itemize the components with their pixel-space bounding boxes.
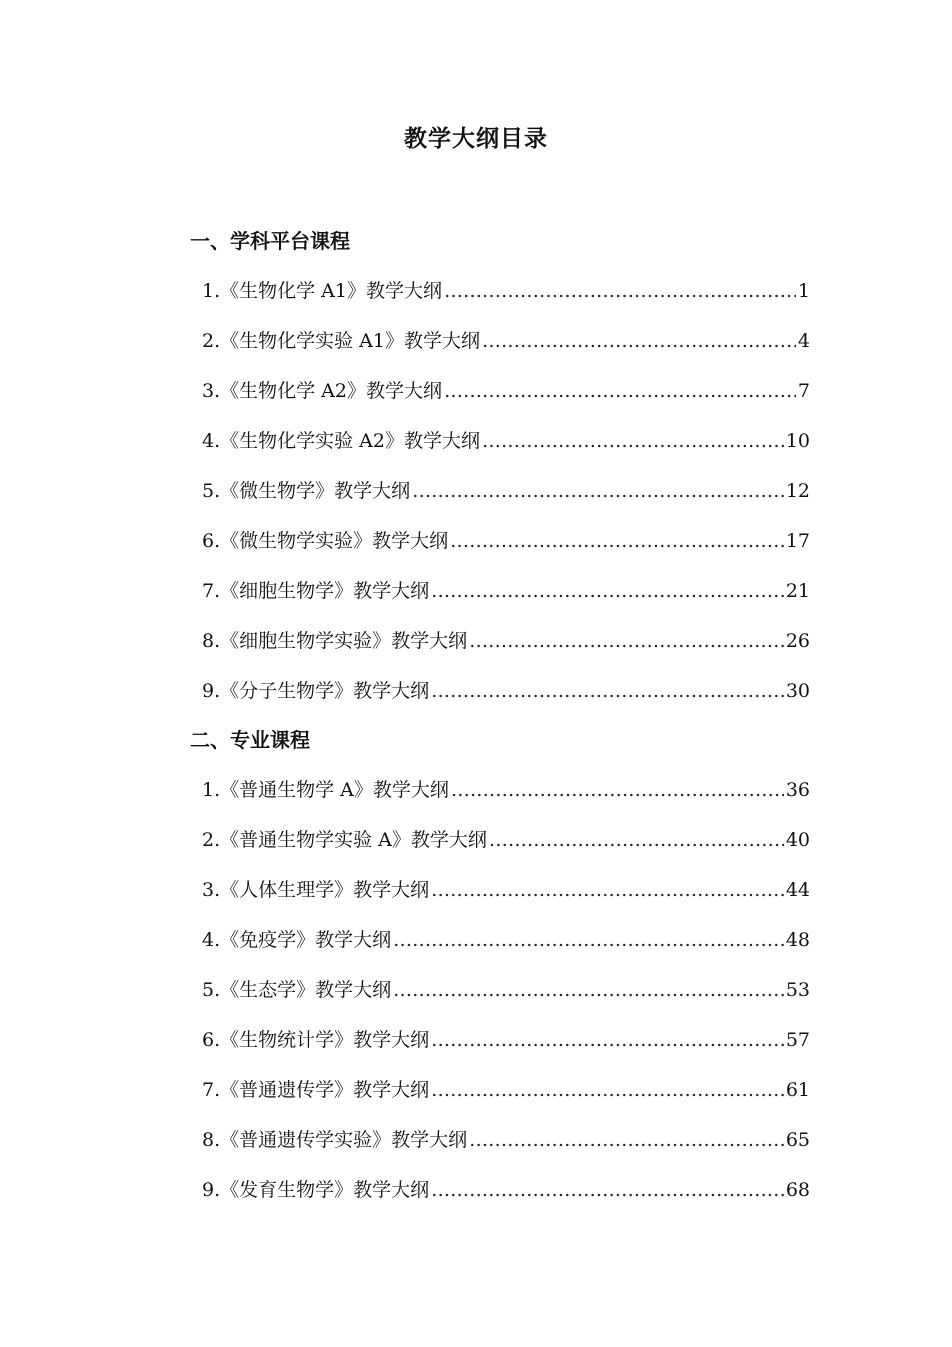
toc-dot-leader xyxy=(469,1126,784,1154)
toc-dot-leader xyxy=(482,427,784,455)
toc-entry-number: 1. xyxy=(202,280,221,302)
section-heading: 二、专业课程 xyxy=(190,728,310,752)
toc-entry-page-number: 10 xyxy=(785,430,810,452)
toc-dot-leader xyxy=(431,1176,784,1204)
toc-entry-page-number: 30 xyxy=(785,680,810,702)
toc-entry[interactable] xyxy=(190,976,810,1026)
toc-dot-leader xyxy=(451,776,784,804)
toc-entry-number: 8. xyxy=(202,630,221,652)
section-heading: 一、学科平台课程 xyxy=(190,229,350,253)
toc-entry-number: 9. xyxy=(202,1179,221,1201)
toc-entry-page-number: 36 xyxy=(785,779,810,801)
toc-entry-number: 6. xyxy=(202,530,221,552)
section-major-courses xyxy=(190,726,810,1226)
toc-entry-title: 《细胞生物学》教学大纲 xyxy=(220,580,430,602)
toc-entry-title: 《免疫学》教学大纲 xyxy=(220,929,392,951)
toc-entry-number: 5. xyxy=(202,480,221,502)
toc-entry-page-number: 57 xyxy=(785,1029,810,1051)
toc-entry-title: 《微生物学》教学大纲 xyxy=(220,480,411,502)
toc-entry-page-number: 1 xyxy=(797,280,810,302)
toc-entry[interactable] xyxy=(190,427,810,477)
toc-entry-number: 7. xyxy=(202,580,221,602)
toc-entry[interactable] xyxy=(190,477,810,527)
toc-entry-title: 《普通生物学实验 A》教学大纲 xyxy=(220,829,487,851)
toc-entry-title: 《人体生理学》教学大纲 xyxy=(220,879,430,901)
toc-entry-page-number: 65 xyxy=(785,1129,810,1151)
toc-entry-title: 《普通遗传学实验》教学大纲 xyxy=(220,1129,468,1151)
toc-dot-leader xyxy=(489,826,784,854)
toc-entry-title: 《细胞生物学实验》教学大纲 xyxy=(220,630,468,652)
toc-entry-page-number: 48 xyxy=(785,929,810,951)
toc-entry-page-number: 68 xyxy=(785,1179,810,1201)
toc-entry-page-number: 12 xyxy=(785,480,810,502)
toc-entry[interactable] xyxy=(190,826,810,876)
toc-dot-leader xyxy=(431,677,784,705)
toc-entry-title: 《普通生物学 A》教学大纲 xyxy=(220,779,449,801)
toc-entry-title: 《生物化学实验 A2》教学大纲 xyxy=(220,430,480,452)
toc-dot-leader xyxy=(431,1076,784,1104)
toc-entry[interactable] xyxy=(190,776,810,826)
toc-entry-title: 《分子生物学》教学大纲 xyxy=(220,680,430,702)
toc-entry-title: 《普通遗传学》教学大纲 xyxy=(220,1079,430,1101)
toc-entry-number: 5. xyxy=(202,979,221,1001)
toc-entry-title: 《生物统计学》教学大纲 xyxy=(220,1029,430,1051)
toc-entry-number: 2. xyxy=(202,829,221,851)
toc-entry-page-number: 21 xyxy=(785,580,810,602)
toc-entry-number: 1. xyxy=(202,779,221,801)
toc-entry[interactable] xyxy=(190,926,810,976)
toc-entry-page-number: 44 xyxy=(785,879,810,901)
toc-entry-title: 《微生物学实验》教学大纲 xyxy=(220,530,449,552)
toc-entry-title: 《生物化学 A1》教学大纲 xyxy=(220,280,442,302)
toc-entry-title: 《生态学》教学大纲 xyxy=(220,979,392,1001)
toc-entry[interactable] xyxy=(190,277,810,327)
toc-entry[interactable] xyxy=(190,876,810,926)
toc-entry-number: 4. xyxy=(202,929,221,951)
toc-dot-leader xyxy=(482,327,796,355)
document-title: 教学大纲目录 xyxy=(404,126,548,152)
toc-entry[interactable] xyxy=(190,627,810,677)
toc-list xyxy=(190,776,810,1226)
toc-entry-page-number: 7 xyxy=(797,380,810,402)
toc-entry-number: 8. xyxy=(202,1129,221,1151)
toc-entry-number: 9. xyxy=(202,680,221,702)
toc-dot-leader xyxy=(444,277,796,305)
toc-entry-title: 《发育生物学》教学大纲 xyxy=(220,1179,430,1201)
toc-entry-page-number: 26 xyxy=(785,630,810,652)
toc-dot-leader xyxy=(450,527,784,555)
toc-entry[interactable] xyxy=(190,327,810,377)
toc-entry[interactable] xyxy=(190,527,810,577)
toc-dot-leader xyxy=(431,577,784,605)
toc-entry[interactable] xyxy=(190,1126,810,1176)
toc-entry-number: 6. xyxy=(202,1029,221,1051)
toc-list xyxy=(190,277,810,727)
toc-dot-leader xyxy=(393,976,784,1004)
toc-entry-number: 2. xyxy=(202,330,221,352)
toc-entry[interactable] xyxy=(190,577,810,627)
toc-entry[interactable] xyxy=(190,1076,810,1126)
toc-entry-title: 《生物化学实验 A1》教学大纲 xyxy=(220,330,480,352)
toc-dot-leader xyxy=(431,1026,784,1054)
toc-entry-number: 7. xyxy=(202,1079,221,1101)
toc-entry[interactable] xyxy=(190,377,810,427)
toc-entry-title: 《生物化学 A2》教学大纲 xyxy=(220,380,442,402)
toc-dot-leader xyxy=(393,926,784,954)
toc-entry-number: 3. xyxy=(202,380,221,402)
toc-dot-leader xyxy=(431,876,784,904)
toc-entry[interactable] xyxy=(190,1026,810,1076)
toc-dot-leader xyxy=(412,477,784,505)
toc-entry[interactable] xyxy=(190,1176,810,1226)
toc-entry-page-number: 53 xyxy=(785,979,810,1001)
toc-entry-page-number: 4 xyxy=(797,330,810,352)
toc-dot-leader xyxy=(469,627,784,655)
section-platform-courses xyxy=(190,227,810,727)
toc-entry-page-number: 17 xyxy=(785,530,810,552)
toc-entry[interactable] xyxy=(190,677,810,727)
toc-entry-number: 3. xyxy=(202,879,221,901)
toc-entry-page-number: 40 xyxy=(785,829,810,851)
toc-dot-leader xyxy=(444,377,796,405)
toc-entry-number: 4. xyxy=(202,430,221,452)
toc-entry-page-number: 61 xyxy=(785,1079,810,1101)
